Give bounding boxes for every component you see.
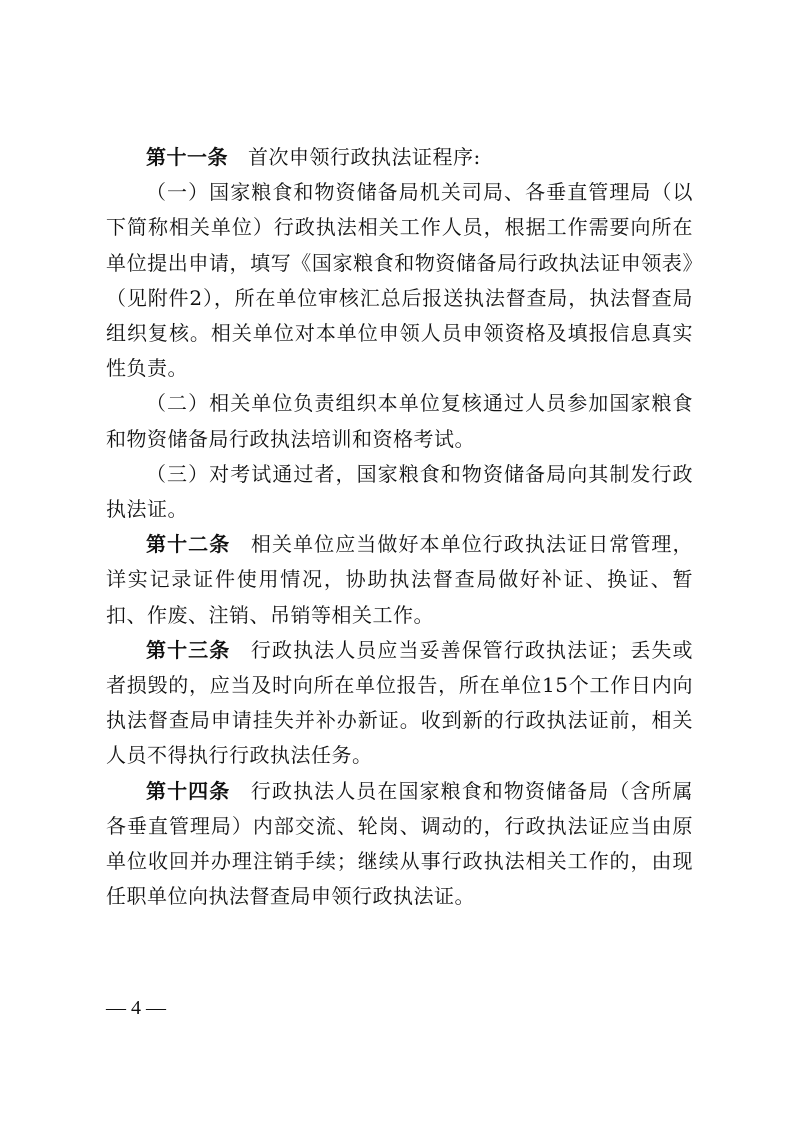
article-14-paragraph: [106, 774, 693, 915]
article-13-heading: 第十三条: [146, 637, 231, 662]
article-14-text: 行政执法人员在国家粮食和物资储备局（含所属各垂直管理局）内部交流、轮岗、调动的，行政执法证应当由原单位收回并办理注销手续；继续从事行政执法相关工作的，由现任职单位向执法督查局申领行政执法证。: [106, 778, 694, 909]
article-13-text: 行政执法人员应当妥善保管行政执法证；丢失或者损毁的，应当及时向所在单位报告，所在单位15个工作日内向执法督查局申请挂失并补办新证。收到新的行政执法证前，相关人员不得执行行政执法任务。: [106, 637, 694, 768]
article-12-heading: 第十二条: [146, 532, 231, 557]
article-11-heading: 第十一条: [146, 145, 228, 169]
page-number: — 4 —: [106, 997, 166, 1019]
article-11-item-1: （一）国家粮食和物资储备局机关司局、各垂直管理局（以下简称相关单位）行政执法相关工作人员，根据工作需要向所在单位提出申请，填写《国家粮食和物资储备局行政执法证申领表》（见附件2），所在单位审核汇总后报送执法督查局，执法督查局组织复核。相关单位对本单位申领人员申领资格及填报信息真实性负责。: [106, 180, 693, 381]
article-11-text: 首次申领行政执法证程序:: [248, 145, 481, 169]
document-body: [106, 140, 693, 914]
article-12-paragraph: [106, 527, 693, 633]
article-13-paragraph: [106, 633, 693, 774]
article-11-item-3: （三）对考试通过者，国家粮食和物资储备局向其制发行政执法证。: [106, 461, 693, 522]
article-12-text: 相关单位应当做好本单位行政执法证日常管理，详实记录证件使用情况，协助执法督查局做好补证、换证、暂扣、作废、注销、吊销等相关工作。: [106, 532, 694, 627]
article-11-paragraph: [106, 140, 693, 175]
article-14-heading: 第十四条: [146, 778, 231, 803]
article-11-item-2: （二）相关单位负责组织本单位复核通过人员参加国家粮食和物资储备局行政执法培训和资格考试。: [106, 391, 693, 451]
